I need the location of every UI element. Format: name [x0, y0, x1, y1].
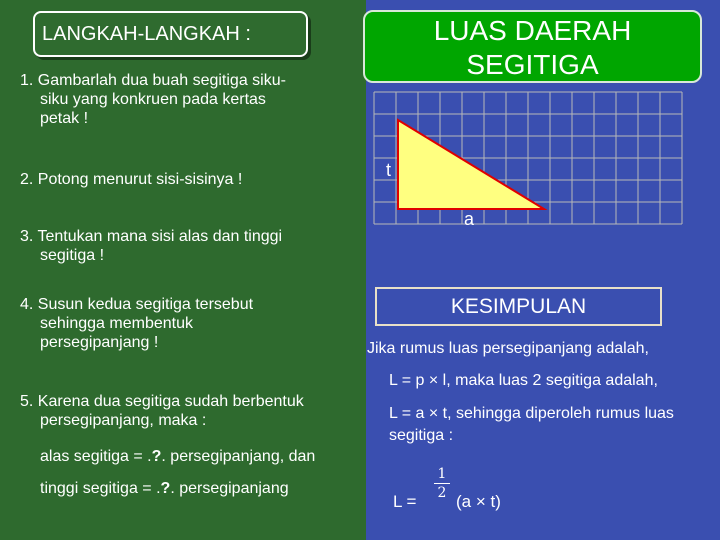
- fill-in-tinggi: [40, 479, 289, 498]
- step-5: [20, 392, 304, 430]
- fraction-denominator: 2: [437, 485, 447, 501]
- step-5-line: 5. Karena dua segitiga sudah berbentuk: [20, 393, 304, 410]
- step-3-line: 3. Tentukan mana sisi alas dan tinggi: [20, 228, 283, 245]
- step-1: [20, 71, 286, 128]
- fill-in-alas-tail: . persegipanjang, dan: [161, 448, 316, 465]
- fraction-numerator: 1: [437, 466, 447, 482]
- conclusion-line-1: Jika rumus luas persegipanjang adalah,: [367, 340, 649, 357]
- step-4: [20, 295, 253, 352]
- step-4-line: sehingga membentuk: [40, 315, 193, 332]
- conclusion-line-3: L = a × t, sehingga diperoleh rumus luas: [389, 405, 674, 422]
- step-1-line: petak !: [40, 110, 89, 127]
- fill-in-tinggi-tail: . persegipanjang: [170, 480, 289, 497]
- conclusion-line-2: L = p × l, maka luas 2 segitiga adalah,: [389, 372, 658, 389]
- conclusion-title: KESIMPULAN: [375, 287, 662, 326]
- step-4-line: 4. Susun kedua segitiga tersebut: [20, 296, 254, 313]
- fill-in-alas: [40, 447, 315, 466]
- grid-paper-figure: [370, 88, 700, 248]
- step-1-line: siku yang konkruen pada kertas: [40, 91, 266, 108]
- question-mark: ?: [151, 448, 162, 465]
- step-4-line: persegipanjang !: [40, 334, 159, 351]
- question-mark: ?: [160, 480, 171, 497]
- formula-fraction: [432, 465, 452, 502]
- step-5-line: persegipanjang, maka :: [40, 412, 207, 429]
- steps-title: LANGKAH-LANGKAH :: [33, 11, 308, 57]
- fill-in-tinggi-text: tinggi segitiga = .: [40, 480, 161, 497]
- fill-in-alas-text: alas segitiga = .: [40, 448, 152, 465]
- step-2: [20, 170, 242, 189]
- topic-title: LUAS DAERAH SEGITIGA: [363, 10, 702, 83]
- conclusion-line-4: segitiga :: [389, 427, 454, 444]
- right-triangle: [398, 120, 544, 209]
- formula-rhs: (a × t): [456, 492, 501, 511]
- step-2-line: 2. Potong menurut sisi-sisinya !: [20, 171, 243, 188]
- step-3-line: segitiga !: [40, 247, 105, 264]
- height-label: t: [386, 160, 392, 180]
- formula-lhs: L =: [393, 492, 417, 511]
- base-label: a: [464, 209, 475, 229]
- step-3: [20, 227, 282, 265]
- step-1-line: 1. Gambarlah dua buah segitiga siku-: [20, 72, 286, 89]
